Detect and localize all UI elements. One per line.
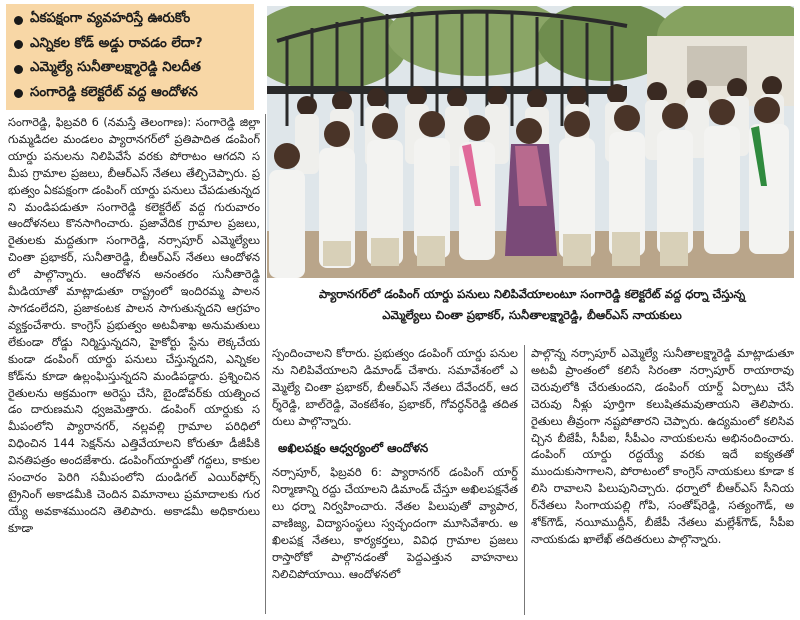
column-divider	[524, 345, 525, 615]
column-divider	[265, 114, 266, 614]
protest-photo-illustration	[267, 6, 794, 278]
article-paragraph: పాల్గొన్న నర్సాపూర్ ఎమ్మెల్యే సునీతాలక్ష్మారెడ్డి మాట్లాడుతూ అటవీ ప్రాంతంలో కలిసే సిరంతా నర్సాపూర్ రాయారావు చెరువులోకి చేరుతుందని, డంపింగ్ యార్డ్ ఏర్పాటు చేసే చెరువు నీళ్లు పూర్తిగా కలుషితమవుతాయని తెలిపారు. రైతులు తీవ్రంగా నష్టపోతారని చెప్పారు. ఉద్యమంలో కలిసివచ్చిన బీజేపీ, సీపీఐ, సీపీఎం నాయకులను అభినందించారు. డంపింగ్ యార్డు రద్దయ్యే వరకు ఇదే ఐక్యతతో ముందుకుసాగాలని, పోరాటంలో కాంగ్రెస్ నాయకులు కూడా కలిసి రావాలని పిలుపునిచ్చారు. ధర్నాలో బీఆర్ఎస్ సీనియర్‌నేతలు సింగాయపల్లి గోపి, సంతోష్‌రెడ్డి, సత్యంగౌడ్, అశోక్‌గౌడ్, నయీముద్దీన్, బీజేపీ నేతలు మల్లేశ్‌గౌడ్, సీపీఐ నాయకుడు ఖాలేఖ్ తదితరులు పాల్గొన్నారు.	[531, 346, 794, 546]
article-column-2	[272, 345, 518, 615]
caption-line-2: ఎమ్మెల్యేలు చింతా ప్రభాకర్, సునీతాలక్ష్మారెడ్డి, బీఆర్ఎస్ నాయకులు	[382, 308, 682, 322]
article-column-3	[531, 345, 794, 615]
bullet-icon	[14, 89, 23, 98]
article-paragraph: నర్సాపూర్, ఫిబ్రవరి 6: ప్యారానగర్ డంపింగ్ యార్డ్ నిర్మాణాన్ని రద్దు చేయాలని డిమాండ్ చేస్తూ అఖిలపక్షనేతలు ధర్నా నిర్వహించారు. నేతల పిలుపుతో వ్యాపార, వాణిజ్య, విద్యాసంస్థలు స్వచ్ఛందంగా మూసివేశారు. అఖిలపక్ష నేతలు, కార్యకర్తలు, వివిధ గ్రామాల ప్రజలు రాస్తారోకో పాల్గొనడంతో పెద్దఎత్తున వాహనాలు నిలిచిపోయాయి. ఆందోళనలో	[272, 465, 518, 581]
highlight-text: ఏకపక్షంగా వ్యవహరిస్తే ఊరుకోం	[30, 11, 191, 27]
sub-heading: అఖిలపక్షం ఆధ్వర్యంలో ఆందోళన	[278, 440, 429, 455]
highlight-item	[14, 82, 248, 107]
highlight-text: ఎమ్మెల్యే సునీతాలక్ష్మారెడ్డి నిలదీత	[30, 60, 201, 76]
highlight-item	[14, 8, 248, 33]
article-paragraph: సంగారెడ్డి, ఫిబ్రవరి 6 (నమస్తే తెలంగాణ): సంగారెడ్డి జిల్లా గుమ్మడిదల మండలం ప్యారానగర్‌లో ప్రతిపాదిత డంపింగ్ యార్డు పనులను నిలిపివేసే వరకు పోరాటం ఆగదని సమీప గ్రామాల ప్రజలు, బీఆర్ఎస్ నేతలు తేల్చిచెప్పారు. ప్రభుత్వం ఏకపక్షంగా డంపింగ్ యార్డు పనులు చేపడుతున్నదని మండిపడుతూ సంగారెడ్డి కలెక్టరేట్ వద్ద గురువారం ఆందోళనలు కొనసాగించారు. ప్రజావేదిక గ్రామాల ప్రజలు, రైతులకు మద్దతుగా సంగారెడ్డి, నర్సాపూర్ ఎమ్మెల్యేలు చింతా ప్రభాకర్, సునీతారెడ్డి, బీఆర్ఎస్ నేతలు ఆందోళనలో పాల్గొన్నారు. ఆందోళన అనంతరం సునీతారెడ్డి మీడియాతో మాట్లాడుతూ రాష్ట్రంలో ఇందిరమ్మ పాలన సాగడంలేదని, ప్రజాకంటక పాలన సాగుతున్నదని ఆగ్రహం వ్యక్తంచేశారు. కాంగ్రెస్ ప్రభుత్వం అటవీశాఖ అనుమతులు లేకుండా రోడ్డు నిర్మిస్తున్నదని, హైకోర్టు స్టేను లెక్కచేయకుండా డంపింగ్ యార్డు పనులు చేస్తున్నదని, ఎన్నికల కోడ్‌ను కూడా ఉల్లంఘిస్తున్నదని మండిపడ్డారు. ప్రశ్నించిన రైతులను అక్రమంగా అరెస్టు చేసి, బైండోవర్‌కు యత్నించడం దారుణమని ధ్వజమెత్తారు. డంపింగ్ యార్డుకు సమీపంలోని ప్యారానగర్, నల్లవల్లి గ్రామాల పరిధిలో విధించిన 144 సెక్షన్‌ను ఎత్తివేయాలని కోరుతూ డీజీపీకి వినతిపత్రం అందజేశారు. డంపింగ్‌యార్డుతో గద్దలు, కాకుల సంచారం పెరిగి సమీపంలోని దుండిగల్ ఎయిర్‌ఫోర్స్ ట్రైనింగ్ అకాడమీకి చెందిన విమానాలు ప్రమాదాలకు గురయ్యే అవకాశముందని తెలిపారు. అకాడమీ అధికారులు కూడా	[8, 115, 260, 535]
highlights-box	[6, 4, 254, 110]
highlight-text: సంగారెడ్డి కలెక్టరేట్ వద్ద ఆందోళన	[30, 84, 198, 100]
article-paragraph: స్పందించాలని కోరారు. ప్రభుత్వం డంపింగ్ యార్డు పనులను నిలిపివేయాలని డిమాండ్ చేశారు. సమావేశంలో ఎమ్మెల్యే చింతా ప్రభాకర్, బీఆర్ఎస్ నేతలు దేవేందర్, ఆదర్శ్‌రెడ్డి, బాల్‌రెడ్డి, వెంకటేశం, ప్రభాకర్, గోవర్ధన్‌రెడ్డి తదితరులు పాల్గొన్నారు.	[272, 346, 518, 428]
bullet-icon	[14, 65, 23, 74]
highlight-text: ఎన్నికల కోడ్ అడ్డు రావడం లేదా?	[30, 35, 203, 51]
bullet-icon	[14, 40, 23, 49]
caption-line-1: ప్యారానగర్‌లో డంపింగ్ యార్డు పనులు నిలిపివేయాలంటూ సంగారెడ్డి కలెక్టరేట్ వద్ద ధర్నా చేస్తున్న	[318, 287, 746, 301]
news-photo	[267, 6, 794, 278]
photo-caption	[270, 284, 794, 326]
highlight-item	[14, 57, 248, 82]
article-column-1	[8, 114, 260, 614]
bullet-icon	[14, 16, 23, 25]
highlight-item	[14, 33, 248, 58]
